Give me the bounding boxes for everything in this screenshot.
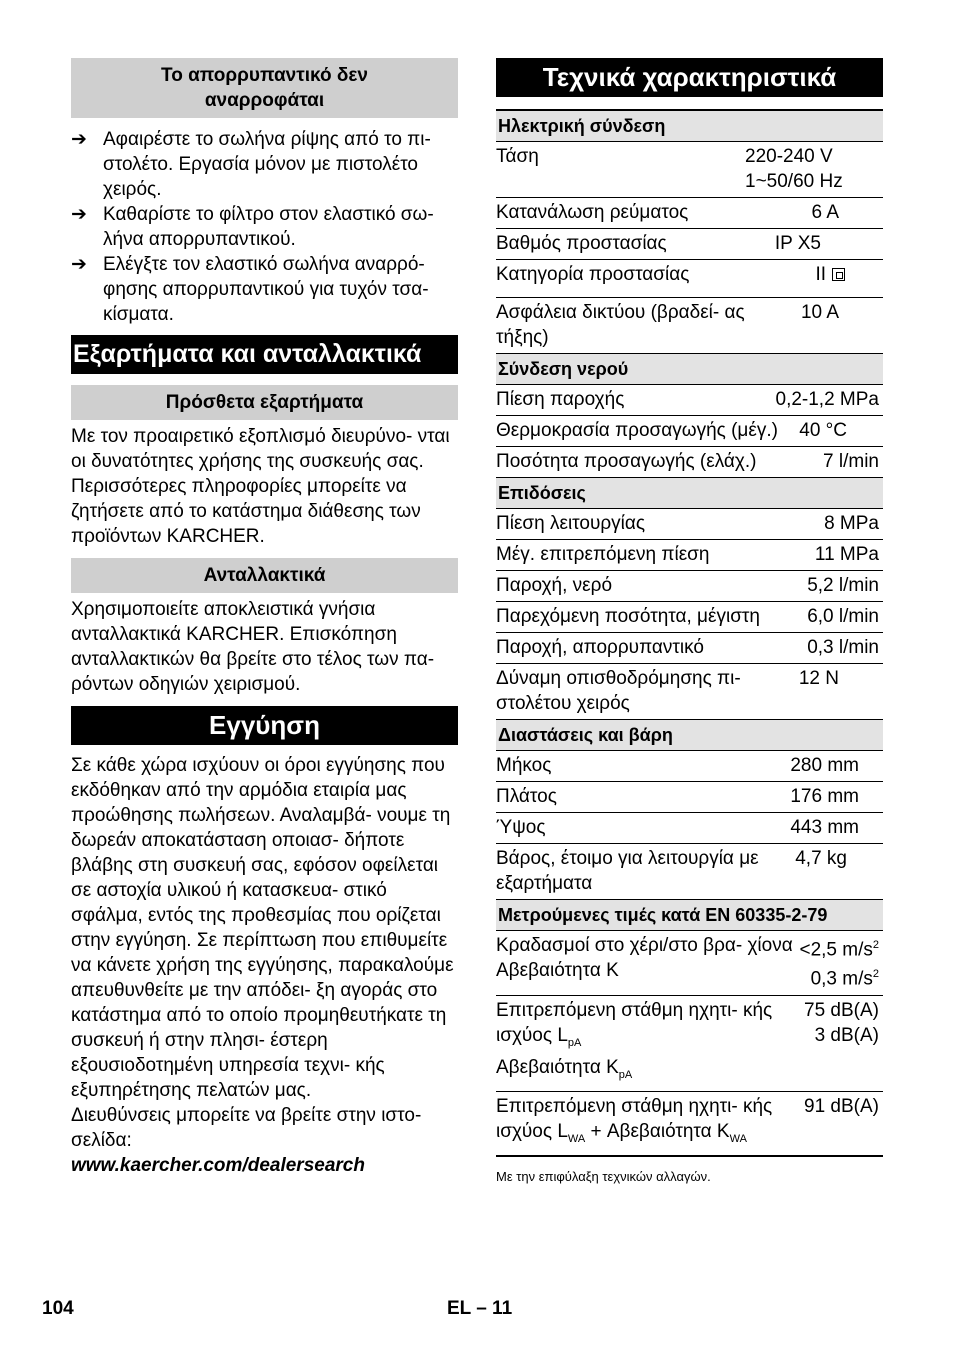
table-row: Μέγ. επιτρεπόμενη πίεση 11 MPa xyxy=(496,540,883,571)
optional-accessories-heading: Πρόσθετα εξαρτήματα xyxy=(71,385,458,420)
page-number: 104 xyxy=(42,1298,74,1319)
address-text: Διευθύνσεις μπορείτε να βρείτε στην ιστο- σελίδα: xyxy=(71,1105,422,1151)
table-row: Βάρος, έτοιμο για λειτουργία με εξαρτήματα 4,7 kg xyxy=(496,844,883,900)
table-row: Δύναμη οπισθοδρόμησης πι- στολέτου χειρός 12 N xyxy=(496,664,883,720)
accessories-heading: Εξαρτήματα και ανταλλακτικά xyxy=(71,335,458,374)
table-row: Ύψος 443 mm xyxy=(496,813,883,844)
table-row: Θερμοκρασία προσαγωγής (μέγ.) 40 °C xyxy=(496,416,883,447)
table-row: Τάση 220-240 V 1~50/60 Hz xyxy=(496,142,883,198)
arrow-right-icon: ➔ xyxy=(71,204,87,225)
table-row: Ποσότητα προσαγωγής (ελάχ.) 7 l/min xyxy=(496,447,883,478)
section-measured: Μετρούμενες τιμές κατά EN 60335-2-79 xyxy=(496,900,883,931)
section-water: Σύνδεση νερού xyxy=(496,354,883,385)
list-item: ➔ Ελέγξτε τον ελαστικό σωλήνα αναρρό- φησης απορρυπαντικού για τυχόν τσα- κίσματα. xyxy=(71,254,429,325)
table-row: Βαθμός προστασίας IP X5 xyxy=(496,229,883,260)
table-row: Κατανάλωση ρεύματος 6 A xyxy=(496,198,883,229)
optional-accessories-text: Με τον προαιρετικό εξοπλισμό διευρύνο- νται οι δυνατότητες χρήσης της συσκευής σας. Περισσότερες πληροφορίες μπορείτε να ζητήσετε από το κατάστημα διάθεσης των προϊόντων KARCHER. xyxy=(71,426,450,547)
dealer-search-link[interactable]: www.kaercher.com/dealersearch xyxy=(71,1155,365,1176)
warranty-heading: Εγγύηση xyxy=(71,706,458,745)
footnote: Με την επιφύλαξη τεχνικών αλλαγών. xyxy=(496,1169,711,1185)
table-row: Πίεση λειτουργίας 8 MPa xyxy=(496,509,883,540)
detergent-heading: Το απορρυπαντικό δεν αναρροφάται xyxy=(71,58,458,118)
table-row: Παροχή, νερό 5,2 l/min xyxy=(496,571,883,602)
table-row: Παρεχόμενη ποσότητα, μέγιστη 6,0 l/min xyxy=(496,602,883,633)
table-row: Πλάτος 176 mm xyxy=(496,782,883,813)
table-row: Πίεση παροχής 0,2-1,2 MPa xyxy=(496,385,883,416)
section-performance: Επιδόσεις xyxy=(496,478,883,509)
left-column xyxy=(71,58,458,1178)
warranty-text: Σε κάθε χώρα ισχύουν οι όροι εγγύησης που εκδόθηκαν από την αρμόδια εταιρία μας προώθησης πωλήσεων. Αναλαμβά- νουμε τη δωρεάν αποκατάσταση οποιασ- δήποτε βλάβης στη συσκευή σας, εφόσον οφείλεται σε αστοχία υλικού ή κατασκευα- στικό σφάλμα, εντός της προθεσμίας που ορίζεται στην εγγύηση. Σε περίπτωση που επιθυμείτε να κάνετε χρήση της εγγύησης, παρακαλούμε απευθυνθείτε με την απόδει- ξη αγοράς στο κατάστημα από το οποίο προμηθευτήκατε τη συσκευή ή στην πλησι- έστερη εξουσιοδοτημένη υπηρεσία τεχνι- κής εξυπηρέτησης πελατών μας. xyxy=(71,755,454,1101)
technical-data-table xyxy=(496,109,883,1157)
spare-parts-text: Χρησιμοποιείτε αποκλειστικά γνήσια ανταλλακτικά KARCHER. Επισκόπηση ανταλλακτικών θα βρείτε στο τέλος των πα- ρόντων οδηγιών χειρισμού. xyxy=(71,599,435,695)
table-row: Ασφάλεια δικτύου (βραδεί- ας τήξης) 10 A xyxy=(496,298,883,354)
spare-parts-heading: Ανταλλακτικά xyxy=(71,558,458,593)
section-dimensions: Διαστάσεις και βάρη xyxy=(496,720,883,751)
protection-class-ii-icon xyxy=(832,268,845,281)
table-row: Κατηγορία προστασίας II xyxy=(496,260,883,298)
detergent-bullets xyxy=(71,127,458,327)
section-electrical: Ηλεκτρική σύνδεση xyxy=(496,111,883,142)
table-row: Μήκος 280 mm xyxy=(496,751,883,782)
arrow-right-icon: ➔ xyxy=(71,254,87,275)
list-item: ➔ Καθαρίστε το φίλτρο στον ελαστικό σω- λήνα απορρυπαντικού. xyxy=(71,204,434,250)
page-code: EL – 11 xyxy=(447,1298,513,1319)
right-column xyxy=(496,58,883,1184)
arrow-right-icon: ➔ xyxy=(71,129,87,150)
list-item: ➔ Αφαιρέστε το σωλήνα ρίψης από το πι- στολέτο. Εργασία μόνον με πιστολέτο χειρός. xyxy=(71,129,431,200)
table-row: Επιτρεπόμενη στάθμη ηχητι- κής ισχύος $L_{pA}$ Αβεβαιότητα $K_{pA}$ 75 dB(A) 3 dB(A) xyxy=(496,996,883,1093)
table-row: Επιτρεπόμενη στάθμη ηχητι- κής ισχύος $L_{WA} + A\beta\varepsilon\beta\alpha\iota ό\tau\eta\tau\alpha$ $K_{WA}$ 91 dB(A) xyxy=(496,1092,883,1157)
technical-data-heading: Τεχνικά χαρακτηριστικά xyxy=(496,58,883,97)
table-row: Παροχή, απορρυπαντικό 0,3 l/min xyxy=(496,633,883,664)
table-row: Κραδασμοί στο χέρι/στο βρα- χίονα Αβεβαιότητα K <2,5 $m/s^2$ 0,3 $m/s^2$ xyxy=(496,931,883,996)
